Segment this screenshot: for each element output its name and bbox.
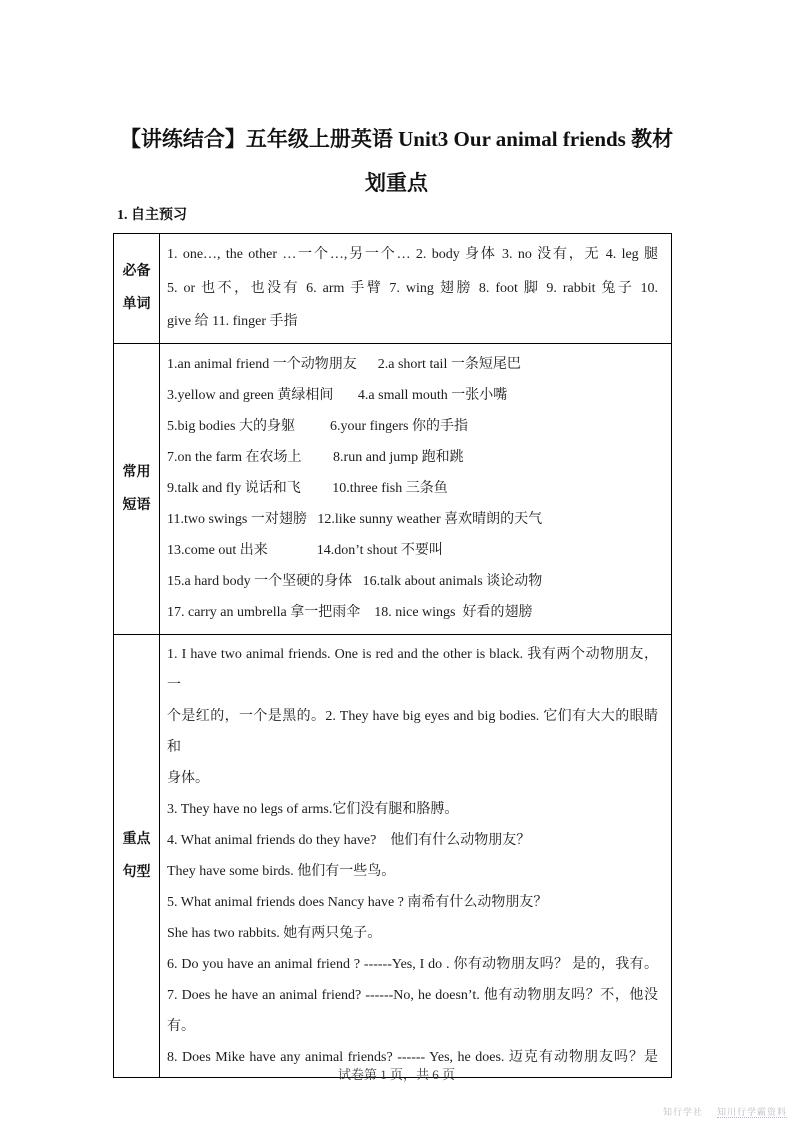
- row-header-line: 单词: [122, 297, 151, 313]
- text-line: 5. or 也不，也没有 6. arm 手臂 7. wing 翅膀 8. foot 脚 9. rabbit 兔子 10.: [167, 280, 658, 296]
- row-header-line: 短语: [122, 497, 151, 513]
- row-header-key-sentences: [114, 634, 160, 1077]
- row-header-common-phrases: [114, 343, 160, 634]
- row-content-common-phrases: [160, 343, 672, 634]
- text-line: 17. carry an umbrella 拿一把雨伞 18. nice wings 好看的翅膀: [167, 605, 533, 620]
- text-line: 1. one…, the other …一个…,另一个… 2. body 身体 3. no 没有，无 4. leg 腿: [167, 247, 658, 262]
- study-table: [113, 233, 672, 1078]
- text-line: 1. I have two animal friends. One is red and the other is black. 我有两个动物朋友，一: [167, 646, 658, 693]
- section-heading: 1. 自主预习: [117, 208, 187, 223]
- row-header-line: 重点: [122, 831, 151, 847]
- title-line-2: 划重点: [365, 171, 428, 195]
- text-line: 13.come out 出来 14.don’t shout 不要叫: [167, 543, 443, 558]
- row-content-required-words: [160, 234, 672, 344]
- watermark-text-right: 知川行学霸资料: [716, 1107, 787, 1117]
- text-line: give 给 11. finger 手指: [167, 314, 298, 329]
- row-header-required-words: [114, 234, 160, 344]
- table-row-key-sentences: [114, 634, 672, 1077]
- row-header-line: 句型: [122, 864, 151, 880]
- text-line: 8. Does Mike have any animal friends? ------ Yes, he does. 迈克有动物朋友吗？是: [167, 1049, 658, 1065]
- text-line: 5. What animal friends does Nancy have ? 南希有什么动物朋友？: [167, 894, 548, 910]
- text-line: 身体。: [167, 770, 209, 786]
- document-title: [40, 117, 753, 205]
- title-line-1: 【讲练结合】五年级上册英语 Unit3 Our animal friends 教材: [119, 127, 674, 151]
- row-header-line: 常用: [122, 464, 151, 480]
- row-content-key-sentences: [160, 634, 672, 1077]
- text-line: 5.big bodies 大的身躯 6.your fingers 你的手指: [167, 419, 468, 434]
- text-line: 3. They have no legs of arms.它们没有腿和胳膊。: [167, 801, 459, 817]
- text-line: 6. Do you have an animal friend ? ------Yes, I do . 你有动物朋友吗？ 是的，我有。: [167, 956, 658, 972]
- text-line: 3.yellow and green 黄绿相间 4.a small mouth 一张小嘴: [167, 388, 508, 403]
- text-line: 15.a hard body 一个坚硬的身体 16.talk about animals 谈论动物: [167, 574, 543, 589]
- watermark: [663, 1105, 787, 1118]
- table-row-common-phrases: [114, 343, 672, 634]
- row-header-line: 必备: [122, 264, 151, 280]
- text-line: 有。: [167, 1018, 195, 1034]
- text-line: 1.an animal friend 一个动物朋友 2.a short tail 一条短尾巴: [167, 357, 521, 372]
- text-line: 7.on the farm 在农场上 8.run and jump 跑和跳: [167, 450, 464, 465]
- text-line: They have some birds. 他们有一些鸟。: [167, 863, 396, 879]
- watermark-text-left: 知行学社: [662, 1107, 703, 1117]
- table-row-required-words: [114, 234, 672, 344]
- text-line: 7. Does he have an animal friend? ------No, he doesn’t. 他有动物朋友吗？不，他没: [167, 987, 658, 1003]
- text-line: 4. What animal friends do they have? 他们有什么动物朋友？: [167, 832, 531, 848]
- text-line: 9.talk and fly 说话和飞 10.three fish 三条鱼: [167, 481, 448, 496]
- text-line: She has two rabbits. 她有两只兔子。: [167, 925, 382, 941]
- page-number-footer: 试卷第 1 页，共 6 页: [337, 1067, 455, 1082]
- text-line: 11.two swings 一对翅膀 12.like sunny weather 喜欢晴朗的天气: [167, 512, 543, 527]
- text-line: 个是红的，一个是黑的。2. They have big eyes and big bodies. 它们有大大的眼睛和: [167, 708, 658, 755]
